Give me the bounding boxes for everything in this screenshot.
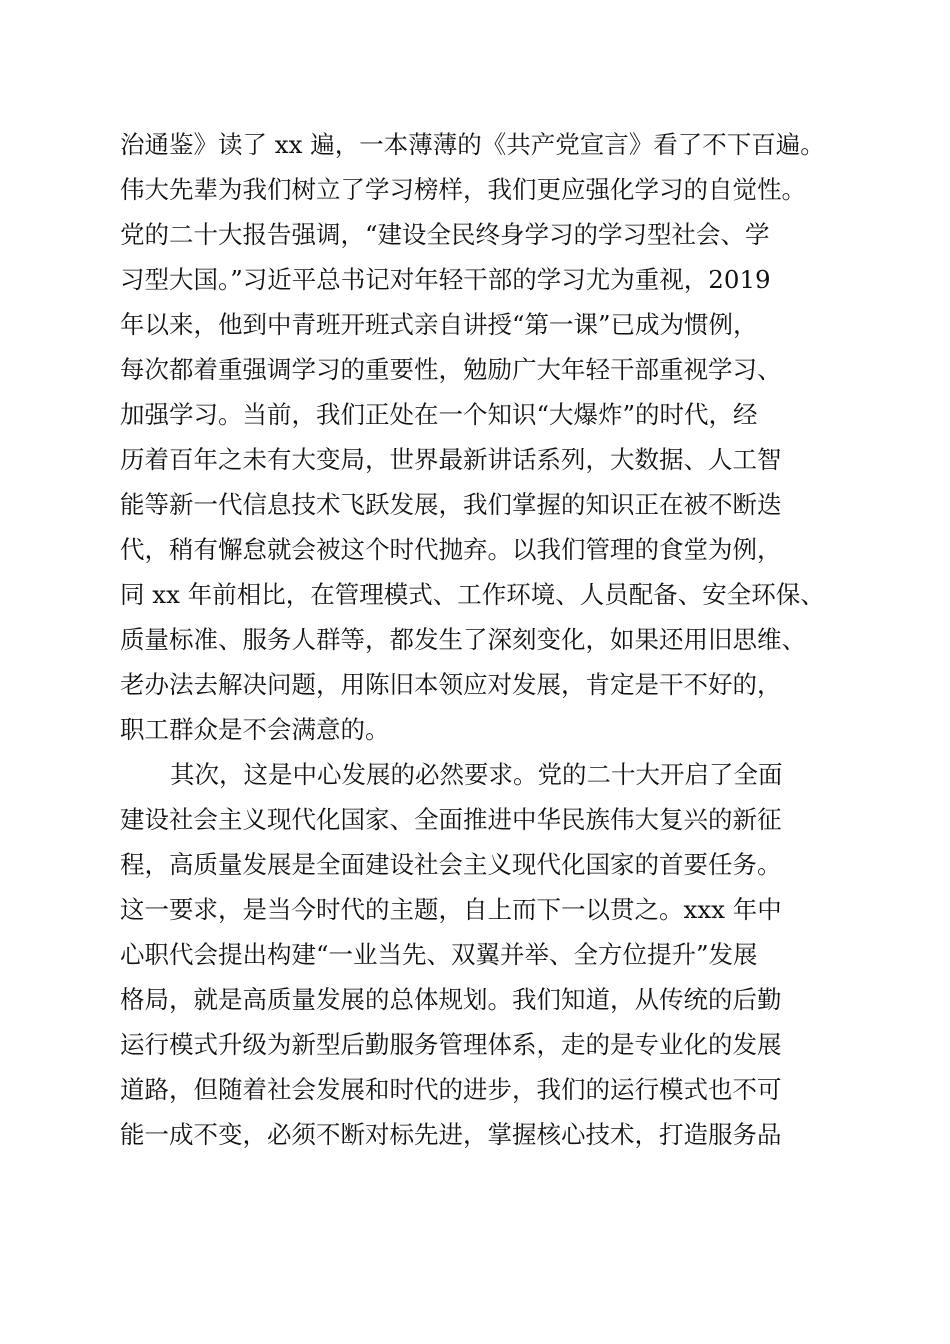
text-line: 能等新一代信息技术飞跃发展，我们掌握的知识正在被不断迭 [120,490,782,519]
text-line: 这一要求，是当今时代的主题，自上而下一以贯之。xxx 年中 [120,895,782,924]
text-line: 职工群众是不会满意的。 [120,715,390,744]
text-line: 心职代会提出构建“一业当先、双翼并举、全方位提升”发展 [120,940,758,969]
text-line: 年以来，他到中青班开班式亲自讲授“第一课”已成为惯例， [120,310,758,339]
text-line: 同 xx 年前相比，在管理模式、工作环境、人员配备、安全环保、 [120,580,825,609]
text-line: 运行模式升级为新型后勤服务管理体系，走的是专业化的发展 [120,1030,782,1059]
paragraph-1 [120,122,840,752]
text-line: 代，稍有懈怠就会被这个时代抛弃。以我们管理的食堂为例， [120,535,782,564]
text-line: 党的二十大报告强调，“建设全民终身学习的学习型社会、学 [120,220,770,249]
text-line: 历着百年之未有大变局，世界最新讲话系列，大数据、人工智 [120,445,782,474]
text-line: 老办法去解决问题，用陈旧本领应对发展，肯定是干不好的， [120,670,782,699]
text-line: 能一成不变，必须不断对标先进，掌握核心技术，打造服务品 [120,1120,782,1149]
text-line: 治通鉴》读了 xx 遍，一本薄薄的《共产党宣言》看了不下百遍。 [120,130,825,159]
text-line: 道路，但随着社会发展和时代的进步，我们的运行模式也不可 [120,1075,782,1104]
body-text [120,122,840,1157]
text-line: 建设社会主义现代化国家、全面推进中华民族伟大复兴的新征 [120,805,782,834]
text-line-indented: 其次，这是中心发展的必然要求。党的二十大开启了全面 [170,760,783,789]
text-line: 伟大先辈为我们树立了学习榜样，我们更应强化学习的自觉性。 [120,175,806,204]
text-line: 每次都着重强调学习的重要性，勉励广大年轻干部重视学习、 [120,355,782,384]
text-line: 格局，就是高质量发展的总体规划。我们知道，从传统的后勤 [120,985,782,1014]
text-line: 习型大国。”习近平总书记对年轻干部的学习尤为重视，2019 [120,265,771,294]
text-line: 加强学习。当前，我们正处在一个知识“大爆炸”的时代，经 [120,400,758,429]
text-line: 质量标准、服务人群等，都发生了深刻变化，如果还用旧思维、 [120,625,806,654]
text-line: 程，高质量发展是全面建设社会主义现代化国家的首要任务。 [120,850,782,879]
paragraph-2 [120,752,840,1157]
